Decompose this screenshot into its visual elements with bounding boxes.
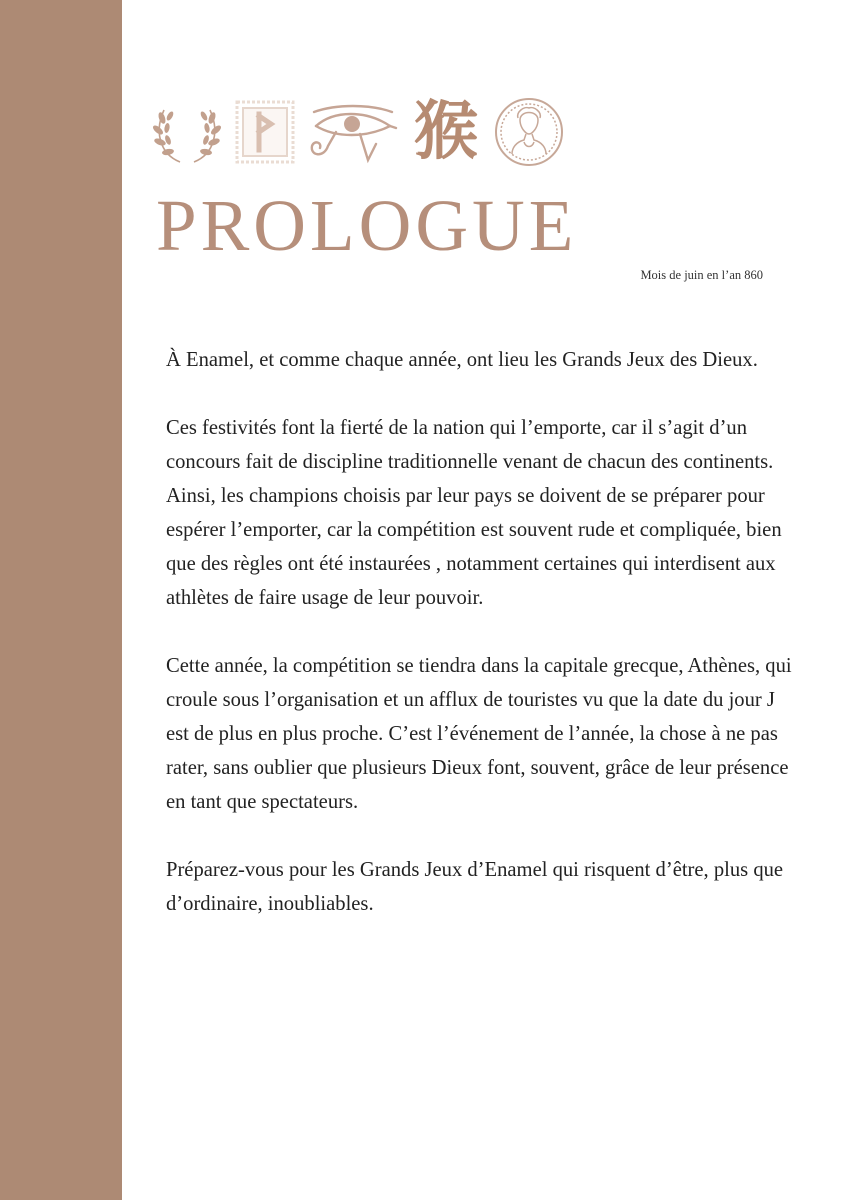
body-text xyxy=(166,343,796,955)
monkey-glyph-icon: 猴 xyxy=(414,95,478,169)
eye-of-horus-icon xyxy=(306,104,398,166)
emblem-row xyxy=(150,96,570,172)
laurel-wreath-icon xyxy=(150,96,224,170)
paragraph: Préparez-vous pour les Grands Jeux d’Enamel qui risquent d’être, plus que d’ordinaire, inoubliables. xyxy=(166,859,784,915)
paragraph: Cette année, la compétition se tiendra dans la capitale grecque, Athènes, qui croule sous l’organisation et un afflux de touristes vu que la date du jour J est de plus en plus proche. C’est l’événement de l’année, la chose à ne pas rater, sans oublier que plusieurs Dieux font, souvent, grâce de leur présence en tant que spectateurs. xyxy=(166,655,792,813)
date-line: Mois de juin en l’an 860 xyxy=(640,268,763,282)
goddess-medallion-icon xyxy=(494,96,564,168)
paragraph: À Enamel, et comme chaque année, ont lieu les Grands Jeux des Dieux. xyxy=(166,349,758,371)
paragraph: Ces festivités font la fierté de la nation qui l’emporte, car il s’agit d’un concours fait de discipline traditionnelle venant de chacun des continents. Ainsi, les champions choisis par leur pays se doivent de se préparer pour espérer l’emporter, car la compétition est souvent rude et compliquée, bien que des règles ont été instaurées , notamment certaines qui interdisent aux athlètes de faire usage de leur pouvoir. xyxy=(166,417,782,609)
page-title: PROLOGUE xyxy=(156,185,578,266)
rune-tile-icon xyxy=(235,100,295,164)
side-band xyxy=(0,0,122,1200)
